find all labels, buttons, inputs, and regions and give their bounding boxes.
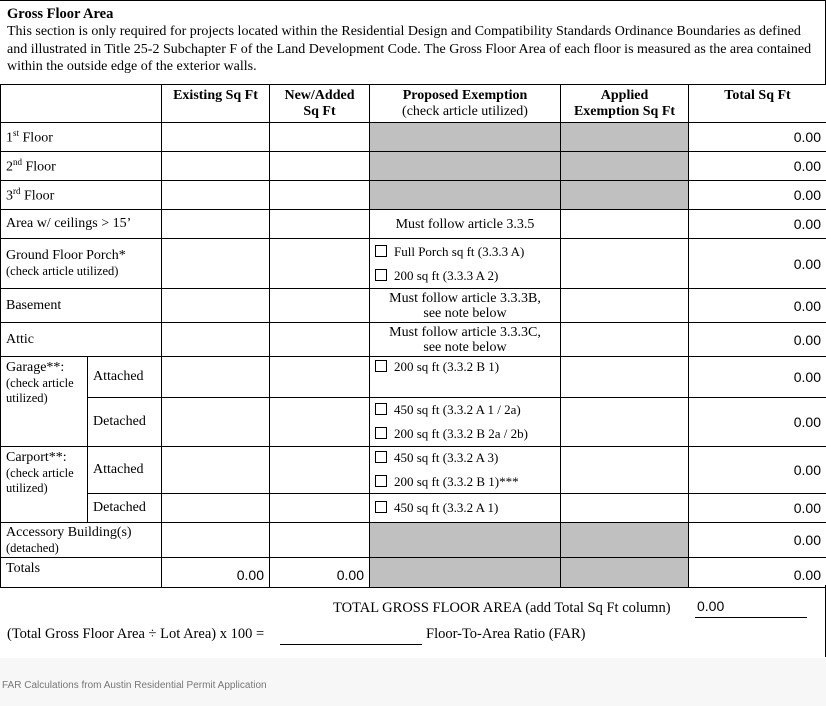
ceilings-new-input[interactable] — [270, 210, 370, 239]
totals-total: 0.00 — [689, 558, 826, 588]
checkbox-icon[interactable] — [375, 245, 387, 257]
carport-detached-existing-input[interactable] — [162, 494, 270, 523]
floor-3-new-input[interactable] — [270, 181, 370, 210]
floor-2-row — [1, 152, 826, 181]
carport-detached-total: 0.00 — [689, 494, 826, 523]
porch-total: 0.00 — [689, 239, 826, 289]
garage-detached-new-input[interactable] — [270, 398, 370, 447]
carport-detached-applied-input[interactable] — [561, 494, 689, 523]
floor-3-label: 3rd Floor — [1, 181, 162, 210]
total-sqft-header: Total Sq Ft — [689, 85, 826, 123]
checkbox-icon[interactable] — [375, 501, 387, 513]
header-row — [1, 85, 826, 123]
checkbox-icon[interactable] — [375, 269, 387, 281]
ceilings-total: 0.00 — [689, 210, 826, 239]
garage-detached-option-450[interactable]: 450 sq ft (3.3.2 A 1 / 2a) — [375, 402, 555, 418]
totals-new-added: 0.00 — [270, 558, 370, 588]
accessory-total: 0.00 — [689, 523, 826, 558]
accessory-new-input[interactable] — [270, 523, 370, 558]
row-label-header — [1, 85, 162, 123]
basement-new-input[interactable] — [270, 289, 370, 323]
basement-applied-input[interactable] — [561, 289, 689, 323]
garage-attached-applied-input[interactable] — [561, 357, 689, 398]
floor-2-total: 0.00 — [689, 152, 826, 181]
basement-total: 0.00 — [689, 289, 826, 323]
carport-attached-applied-input[interactable] — [561, 447, 689, 494]
floor-3-total: 0.00 — [689, 181, 826, 210]
garage-attached-row — [1, 357, 826, 398]
attic-note: Must follow article 3.3.3C, see note below — [370, 323, 561, 357]
gross-floor-area-intro — [0, 0, 826, 84]
garage-attached-options — [370, 357, 561, 398]
porch-options — [370, 239, 561, 289]
new-added-sqft-header: New/Added Sq Ft — [270, 85, 370, 123]
basement-label: Basement — [1, 289, 162, 323]
floor-2-new-input[interactable] — [270, 152, 370, 181]
carport-label: Carport**: — [6, 450, 67, 465]
carport-detached-option-450[interactable]: 450 sq ft (3.3.2 A 1) — [375, 500, 555, 516]
porch-row — [1, 239, 826, 289]
section-description: This section is only required for projects located within the Residential Design and Compatibility Standards Ordinance Boundaries as defined and illustrated in Title 25-2 Subchapter F of the Land Development Code. The Gross Floor Area of each floor is measured as the area contained within the outside edge of the exterior walls. — [7, 24, 812, 74]
garage-detached-label: Detached — [88, 398, 162, 447]
garage-detached-total: 0.00 — [689, 398, 826, 447]
carport-attached-option-450[interactable]: 450 sq ft (3.3.2 A 3) — [375, 450, 555, 466]
garage-sublabel: (check article utilized) — [6, 376, 74, 405]
far-input-line[interactable] — [280, 644, 422, 645]
checkbox-icon[interactable] — [375, 427, 387, 439]
porch-option-200[interactable]: 200 sq ft (3.3.3 A 2) — [375, 268, 555, 284]
totals-applied-disabled — [561, 558, 689, 588]
ceilings-row — [1, 210, 826, 239]
porch-applied-input[interactable] — [561, 239, 689, 289]
garage-attached-option-200[interactable]: 200 sq ft (3.3.2 B 1) — [375, 359, 555, 375]
ceilings-note: Must follow article 3.3.5 — [370, 210, 561, 239]
section-title: Gross Floor Area — [7, 6, 114, 22]
floor-1-exemption-disabled — [370, 123, 561, 152]
attic-label: Attic — [1, 323, 162, 357]
floor-1-existing-input[interactable] — [162, 123, 270, 152]
carport-detached-new-input[interactable] — [270, 494, 370, 523]
totals-row — [1, 558, 826, 588]
proposed-exemption-header: Proposed Exemption (check article utilized) — [370, 85, 561, 123]
accessory-row — [1, 523, 826, 558]
ceilings-label: Area w/ ceilings > 15’ — [1, 210, 162, 239]
carport-detached-row — [1, 494, 826, 523]
checkbox-icon[interactable] — [375, 475, 387, 487]
porch-label: Ground Floor Porch* — [6, 248, 126, 263]
carport-attached-option-200[interactable]: 200 sq ft (3.3.2 B 1)*** — [375, 474, 555, 490]
carport-detached-options — [370, 494, 561, 523]
floor-1-applied-disabled — [561, 123, 689, 152]
floor-1-total: 0.00 — [689, 123, 826, 152]
applied-exemption-header: Applied Exemption Sq Ft — [561, 85, 689, 123]
totals-exemption-disabled — [370, 558, 561, 588]
garage-attached-existing-input[interactable] — [162, 357, 270, 398]
accessory-applied-disabled — [561, 523, 689, 558]
garage-detached-option-200[interactable]: 200 sq ft (3.3.2 B 2a / 2b) — [375, 426, 555, 442]
image-caption: FAR Calculations from Austin Residential Permit Application — [2, 680, 267, 691]
floor-1-row — [1, 123, 826, 152]
accessory-label: Accessory Building(s) — [6, 524, 132, 540]
carport-attached-label: Attached — [88, 447, 162, 494]
floor-2-label: 2nd Floor — [1, 152, 162, 181]
carport-sublabel: (check article utilized) — [6, 466, 74, 495]
total-gross-floor-area-value[interactable]: 0.00 — [695, 598, 807, 618]
carport-attached-total: 0.00 — [689, 447, 826, 494]
accessory-sublabel: (detached) — [6, 540, 59, 555]
carport-attached-row — [1, 447, 826, 494]
total-gross-floor-area-label: TOTAL GROSS FLOOR AREA (add Total Sq Ft column) — [333, 600, 671, 616]
floor-3-applied-disabled — [561, 181, 689, 210]
accessory-existing-input[interactable] — [162, 523, 270, 558]
garage-attached-total: 0.00 — [689, 357, 826, 398]
floor-1-new-input[interactable] — [270, 123, 370, 152]
floor-3-exemption-disabled — [370, 181, 561, 210]
garage-attached-label: Attached — [88, 357, 162, 398]
carport-attached-options — [370, 447, 561, 494]
floor-3-row — [1, 181, 826, 210]
porch-new-input[interactable] — [270, 239, 370, 289]
checkbox-icon[interactable] — [375, 451, 387, 463]
totals-existing: 0.00 — [162, 558, 270, 588]
ceilings-applied-input[interactable] — [561, 210, 689, 239]
carport-detached-label: Detached — [88, 494, 162, 523]
checkbox-icon[interactable] — [375, 403, 387, 415]
garage-label-cell — [1, 357, 88, 447]
carport-attached-existing-input[interactable] — [162, 447, 270, 494]
floor-2-exemption-disabled — [370, 152, 561, 181]
basement-row — [1, 289, 826, 323]
carport-label-cell — [1, 447, 88, 523]
garage-detached-existing-input[interactable] — [162, 398, 270, 447]
garage-attached-new-input[interactable] — [270, 357, 370, 398]
garage-detached-row — [1, 398, 826, 447]
porch-option-full[interactable]: Full Porch sq ft (3.3.3 A) — [375, 244, 555, 260]
porch-label-cell — [1, 239, 162, 289]
existing-sqft-header: Existing Sq Ft — [162, 85, 270, 123]
floor-3-existing-input[interactable] — [162, 181, 270, 210]
accessory-exemption-disabled — [370, 523, 561, 558]
attic-existing-input[interactable] — [162, 323, 270, 357]
garage-label: Garage**: — [6, 360, 65, 375]
floor-2-existing-input[interactable] — [162, 152, 270, 181]
basement-existing-input[interactable] — [162, 289, 270, 323]
ceilings-existing-input[interactable] — [162, 210, 270, 239]
floor-2-applied-disabled — [561, 152, 689, 181]
porch-existing-input[interactable] — [162, 239, 270, 289]
far-formula: (Total Gross Floor Area ÷ Lot Area) x 100 = — [7, 626, 265, 642]
garage-detached-applied-input[interactable] — [561, 398, 689, 447]
attic-row — [1, 323, 826, 357]
attic-total: 0.00 — [689, 323, 826, 357]
totals-label: Totals — [1, 558, 162, 588]
gross-floor-area-table — [0, 84, 826, 588]
checkbox-icon[interactable] — [375, 360, 387, 372]
basement-note: Must follow article 3.3.3B, see note below — [370, 289, 561, 323]
accessory-label-cell — [1, 523, 162, 558]
attic-new-input[interactable] — [270, 323, 370, 357]
far-label: Floor-To-Area Ratio (FAR) — [426, 626, 586, 642]
porch-sublabel: (check article utilized) — [6, 264, 119, 278]
floor-1-label: 1st Floor — [1, 123, 162, 152]
attic-applied-input[interactable] — [561, 323, 689, 357]
carport-attached-new-input[interactable] — [270, 447, 370, 494]
garage-detached-options — [370, 398, 561, 447]
